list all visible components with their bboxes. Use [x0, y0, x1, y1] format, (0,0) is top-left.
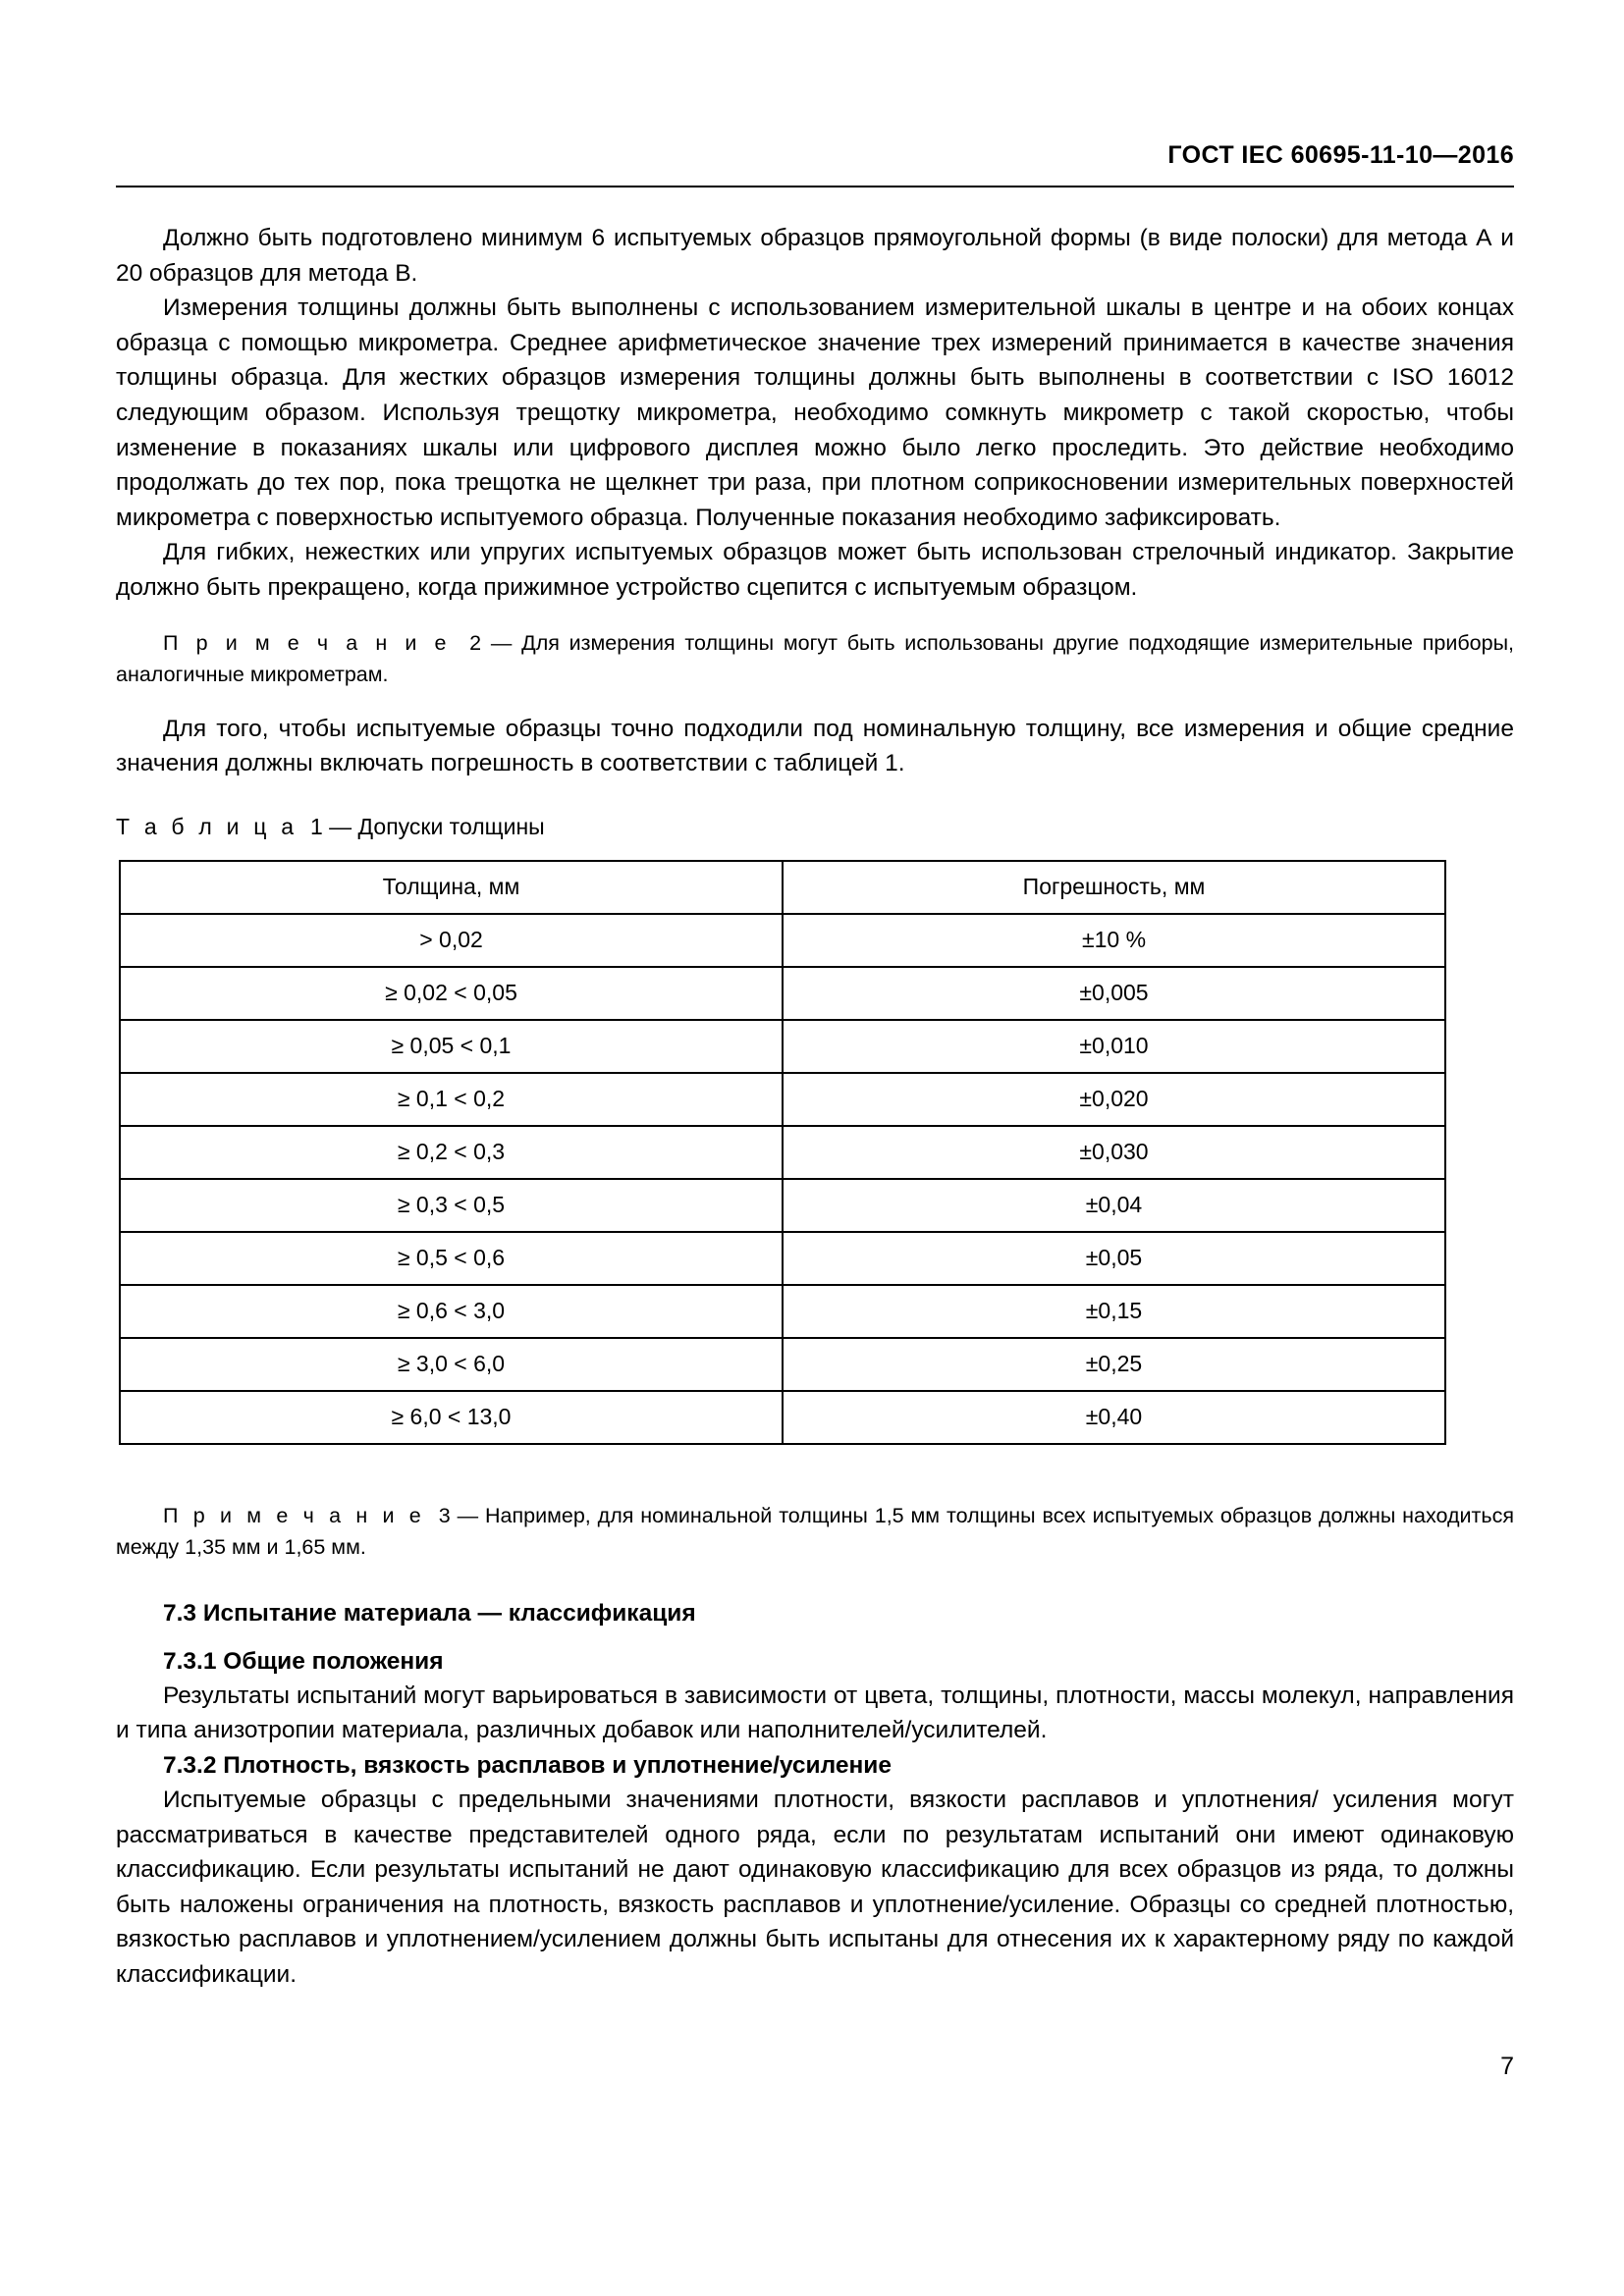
paragraph-general-provisions: Результаты испытаний могут варьироваться в зависимости от цвета, толщины, плотности, массы молекул, направления и типа анизотропии материала, различных добавок или наполнителей/усилителей.: [116, 1682, 1514, 1744]
table-header-row: [120, 861, 1445, 914]
heading-7-3: 7.3 Испытание материала — классификация: [163, 1599, 696, 1627]
cell-tolerance: ±0,25: [783, 1338, 1445, 1391]
paragraph-specimen-count: Должно быть подготовлено минимум 6 испытуемых образцов прямоугольной формы (в виде полоски) для метода А и 20 образцов для метода В.: [116, 225, 1514, 287]
note-3-label: П р и м е ч а н и е: [163, 1503, 425, 1527]
note-3-number: 3: [438, 1503, 451, 1527]
table-row: [120, 967, 1445, 1020]
table-caption: [116, 811, 1514, 843]
paragraph-density-viscosity: Испытуемые образцы с предельными значениями плотности, вязкости расплавов и уплотнения/ усиления могут рассматриваться в качестве представителей одного ряда, если по результатам испытаний они имеют одинаковую классификацию. Если результаты испытаний не дают одинаковую классификацию для всех образцов из ряда, то должны быть наложены ограничения на плотность, вязкость расплавов и уплотнение/усиление. Образцы со средней плотностью, вязкостью расплавов и уплотнением/усилением должны быть испытаны для отнесения их к характерному ряду по каждой классификации.: [116, 1786, 1514, 1988]
cell-thickness: ≥ 0,02 < 0,05: [120, 967, 783, 1020]
spacer: [116, 1630, 1514, 1644]
table-head: [120, 861, 1445, 914]
note-2-number: 2: [469, 630, 482, 655]
cell-tolerance: ±0,40: [783, 1391, 1445, 1444]
spacer: [116, 690, 1514, 712]
table-caption-label: Т а б л и ц а: [116, 813, 298, 839]
note-3: [116, 1500, 1514, 1563]
cell-tolerance: ±0,020: [783, 1073, 1445, 1126]
table-row: [120, 1285, 1445, 1338]
cell-tolerance: ±0,030: [783, 1126, 1445, 1179]
cell-tolerance: ±0,04: [783, 1179, 1445, 1232]
cell-thickness: ≥ 0,1 < 0,2: [120, 1073, 783, 1126]
header-divider: [116, 186, 1514, 187]
spacer: [116, 1445, 1514, 1500]
column-header-tolerance: Погрешность, мм: [783, 861, 1445, 914]
cell-tolerance: ±10 %: [783, 914, 1445, 967]
table-body: [120, 914, 1445, 1444]
cell-thickness: ≥ 0,05 < 0,1: [120, 1020, 783, 1073]
table-row: [120, 1232, 1445, 1285]
paragraph-nominal-thickness: Для того, чтобы испытуемые образцы точно подходили под номинальную толщину, все измерения и общие средние значения должны включать погрешность в соответствии с таблицей 1.: [116, 715, 1514, 777]
table-row: [120, 1179, 1445, 1232]
note-3-text: — Например, для номинальной толщины 1,5 мм толщины всех испытуемых образцов должны находиться между 1,35 мм и 1,65 мм.: [116, 1503, 1514, 1559]
cell-thickness: ≥ 3,0 < 6,0: [120, 1338, 783, 1391]
spacer: [116, 606, 1514, 627]
cell-thickness: > 0,02: [120, 914, 783, 967]
column-header-thickness: Толщина, мм: [120, 861, 783, 914]
standard-id: ГОСТ IEC 60695-11-10—2016: [1167, 141, 1514, 169]
cell-thickness: ≥ 0,6 < 3,0: [120, 1285, 783, 1338]
paragraph-thickness-measurement: Измерения толщины должны быть выполнены с использованием измерительной шкалы в центре и на обоих концах образца с помощью микрометра. Среднее арифметическое значение трех измерений принимается в качестве значения толщины образца. Для жестких образцов измерения толщины должны быть выполнены в соответствии с ISO 16012 следующим образом. Используя трещотку микрометра, необходимо сомкнуть микрометр с такой скоростью, чтобы изменение в показаниях шкалы или цифрового дисплея можно было легко проследить. Это действие необходимо продолжать до тех пор, пока трещотка не щелкнет три раза, при плотном соприкосновении измерительных поверхностей микрометра с поверхностью испытуемого образца. Полученные показания необходимо зафиксировать.: [116, 294, 1514, 531]
table-row: [120, 1391, 1445, 1444]
running-header: [116, 140, 1514, 180]
note-2: [116, 627, 1514, 690]
cell-tolerance: ±0,05: [783, 1232, 1445, 1285]
table-row: [120, 1338, 1445, 1391]
heading-7-3-2: 7.3.2 Плотность, вязкость расплавов и уплотнение/усиление: [163, 1751, 892, 1779]
cell-thickness: ≥ 0,5 < 0,6: [120, 1232, 783, 1285]
table-row: [120, 1020, 1445, 1073]
note-2-label: П р и м е ч а н и е: [163, 630, 451, 655]
page-number: 7: [1500, 2053, 1514, 2080]
table-row: [120, 1126, 1445, 1179]
table-row: [120, 914, 1445, 967]
cell-thickness: ≥ 6,0 < 13,0: [120, 1391, 783, 1444]
table-row: [120, 1073, 1445, 1126]
table-caption-number: 1: [309, 813, 323, 839]
thickness-tolerance-table: [119, 860, 1446, 1445]
cell-tolerance: ±0,010: [783, 1020, 1445, 1073]
spacer: [116, 781, 1514, 811]
note-2-text: — Для измерения толщины могут быть использованы другие подходящие измерительные приборы, аналогичные микрометрам.: [116, 630, 1515, 686]
cell-tolerance: ±0,15: [783, 1285, 1445, 1338]
spacer: [116, 1563, 1514, 1596]
page-content: [116, 0, 1514, 1992]
cell-thickness: ≥ 0,2 < 0,3: [120, 1126, 783, 1179]
cell-tolerance: ±0,005: [783, 967, 1445, 1020]
cell-thickness: ≥ 0,3 < 0,5: [120, 1179, 783, 1232]
paragraph-flexible-specimens: Для гибких, нежестких или упругих испытуемых образцов может быть использован стрелочный индикатор. Закрытие должно быть прекращено, когда прижимное устройство сцепится с испытуемым образцом.: [116, 539, 1514, 601]
table-caption-title: — Допуски толщины: [329, 813, 545, 839]
heading-7-3-1: 7.3.1 Общие положения: [163, 1647, 444, 1675]
